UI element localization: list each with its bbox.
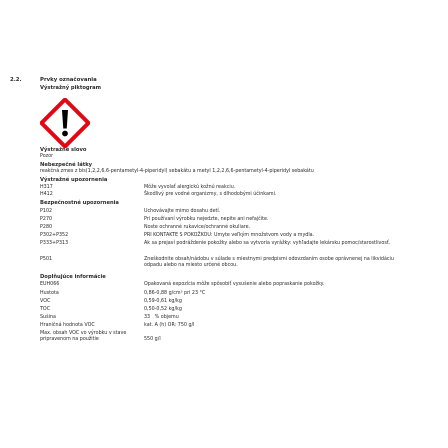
supplementary-label: VOC [40, 299, 51, 304]
signal-word-heading: Výstražné slovo [40, 147, 87, 153]
signal-word-value: Pozor [40, 154, 54, 159]
precaution-text: PRI KONTAKTE S POKOŽKOU: Umyte veľkým množstvom vody a mydla. [144, 233, 315, 238]
supplementary-value: 0,86-0,88 g/cm³ pri 23 °C [144, 291, 206, 296]
supplementary-value: 0,50-0,52 kg/kg [144, 307, 182, 312]
hazardous-substances-heading: Nebezpečné látky [40, 162, 93, 168]
precaution-text: Uchovávajte mimo dosahu detí. [144, 209, 221, 214]
supplementary-value: Opakovaná expozícia môže spôsobiť vysušenie alebo popraskanie pokožky. [144, 282, 325, 287]
hazard-statements-heading: Výstražné upozornenia [40, 177, 108, 183]
supplementary-label: Hraničná hodnota VOC [40, 323, 95, 328]
precaution-code: P333+P313 [40, 241, 69, 246]
precaution-code: P280 [40, 225, 53, 230]
supplementary-label: EUH066 [40, 282, 60, 287]
section-title: Prvky označovania [40, 77, 97, 83]
precaution-text: Noste ochranné rukavice/ochranné okuliare. [144, 225, 251, 230]
exclamation-mark-icon [40, 98, 90, 148]
precaution-code: P501 [40, 257, 53, 262]
supplementary-value: 33 % objemu [144, 315, 179, 320]
precaution-code: P270 [40, 217, 53, 222]
hazard-text: Môže vyvolať alergickú kožnú reakciu. [144, 185, 236, 190]
precaution-code: P302+P352 [40, 233, 69, 238]
precaution-text: Zneškodnite obsah/nádobu v súlade s miestnymi predpismi odovzdaním osobe oprávnenej na likvidáciu odpadu alebo na miesto určené obcou. [144, 257, 394, 268]
hazard-text: Škodlivý pre vodné organizmy, s dlhodobými účinkami. [144, 192, 277, 197]
supplementary-value: 550 g/l [144, 337, 161, 342]
supplementary-label: Max. obsah VOC vo výrobku v stave pripravenom na použitie [40, 331, 127, 342]
supplementary-value: kat. A (h) OR: 750 g/l [144, 323, 195, 328]
precautionary-statements-heading: Bezpečnostné upozornenia [40, 200, 119, 206]
hazard-code: H317 [40, 185, 53, 190]
hazardous-substances-text: reakčná zmes z bis(1,2,2,6,6-pentametyl-4-piperidyl) sebakátu a metyl 1,2,2,6,6-pentametyl-4-piperidyl sebakátu [40, 169, 314, 174]
pictogram-heading: Výstražný piktogram [40, 85, 102, 91]
supplementary-value: 0,59-0,61 kg/kg [144, 299, 182, 304]
supplementary-label: Sušina [40, 315, 56, 320]
supplementary-label: Hustota [40, 291, 59, 296]
precaution-code: P102 [40, 209, 53, 214]
supplementary-heading: Doplňujúce informácie [40, 274, 106, 280]
precaution-text: Ak sa prejaví podráždenie pokožky alebo sa vytvoria vyrážky: vyhľadajte lekársku pomoc/starostlivosť. [144, 241, 391, 246]
precaution-text: Pri používaní výrobku nejedzte, nepite ani nefajčite. [144, 217, 269, 222]
section-number: 2.2. [10, 77, 22, 83]
hazard-code: H412 [40, 192, 53, 197]
supplementary-label: TOC [40, 307, 51, 312]
